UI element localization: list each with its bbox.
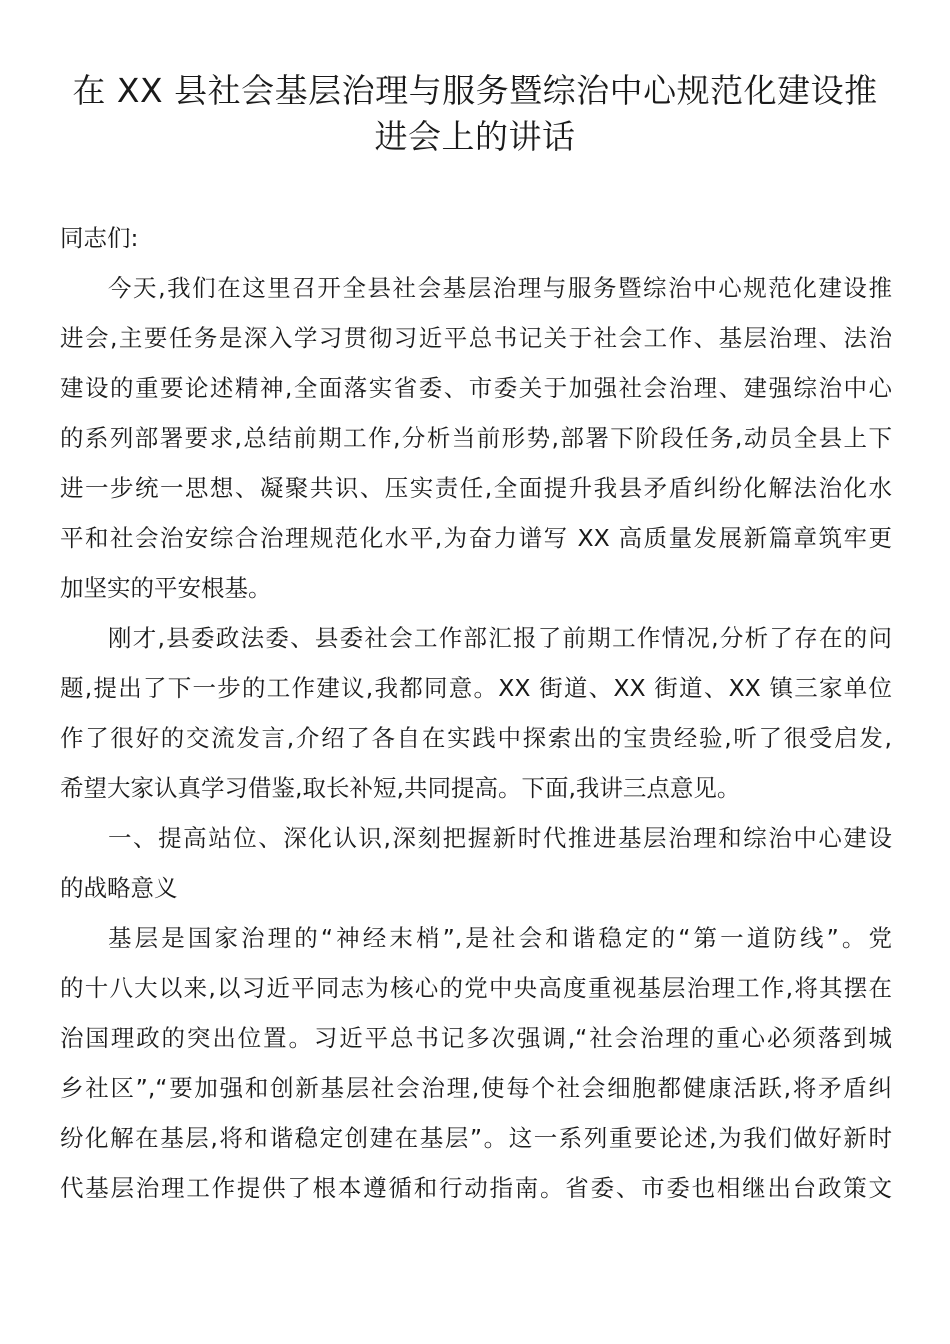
paragraph-1-line-6: 平和社会治安综合治理规范化水平,为奋力谱写 XX 高质量发展新篇章筑牢更 [60, 524, 892, 552]
paragraph-1-line-1: 今天,我们在这里召开全县社会基层治理与服务暨综治中心规范化建设推 [108, 274, 892, 302]
section-heading-line-2: 的战略意义 [60, 874, 178, 902]
paragraph-2-line-3: 作了很好的交流发言,介绍了各自在实践中探索出的宝贵经验,听了很受启发, [60, 724, 892, 752]
paragraph-2-line-1: 刚才,县委政法委、县委社会工作部汇报了前期工作情况,分析了存在的问 [108, 624, 892, 652]
paragraph-1-line-3: 建设的重要论述精神,全面落实省委、市委关于加强社会治理、建强综治中心 [60, 374, 892, 402]
paragraph-1-line-5: 进一步统一思想、凝聚共识、压实责任,全面提升我县矛盾纠纷化解法治化水 [60, 474, 892, 502]
paragraph-2-line-4: 希望大家认真学习借鉴,取长补短,共同提高。下面,我讲三点意见。 [60, 774, 741, 802]
paragraph-3-line-2: 的十八大以来,以习近平同志为核心的党中央高度重视基层治理工作,将其摆在 [60, 974, 892, 1002]
paragraph-3-line-3: 治国理政的突出位置。习近平总书记多次强调,“社会治理的重心必须落到城 [60, 1024, 892, 1052]
paragraph-3-line-1: 基层是国家治理的“神经末梢”,是社会和谐稳定的“第一道防线”。党 [108, 924, 892, 952]
paragraph-1-line-7: 加坚实的平安根基。 [60, 574, 272, 602]
section-heading-line-1: 一、提高站位、深化认识,深刻把握新时代推进基层治理和综治中心建设 [108, 824, 892, 852]
paragraph-3-line-6: 代基层治理工作提供了根本遵循和行动指南。省委、市委也相继出台政策文 [60, 1174, 892, 1202]
document-title-line-1: 在 XX 县社会基层治理与服务暨综治中心规范化建设推 [72, 71, 878, 110]
paragraph-1-line-4: 的系列部署要求,总结前期工作,分析当前形势,部署下阶段任务,动员全县上下 [60, 424, 892, 452]
document-title-line-2: 进会上的讲话 [374, 117, 576, 156]
paragraph-3-line-4: 乡社区”,“要加强和创新基层社会治理,使每个社会细胞都健康活跃,将矛盾纠 [60, 1074, 892, 1102]
paragraph-1-line-2: 进会,主要任务是深入学习贯彻习近平总书记关于社会工作、基层治理、法治 [60, 324, 892, 352]
paragraph-3-line-5: 纷化解在基层,将和谐稳定创建在基层”。这一系列重要论述,为我们做好新时 [60, 1124, 892, 1152]
salutation: 同志们: [60, 224, 139, 252]
paragraph-2-line-2: 题,提出了下一步的工作建议,我都同意。XX 街道、XX 街道、XX 镇三家单位 [60, 674, 892, 702]
